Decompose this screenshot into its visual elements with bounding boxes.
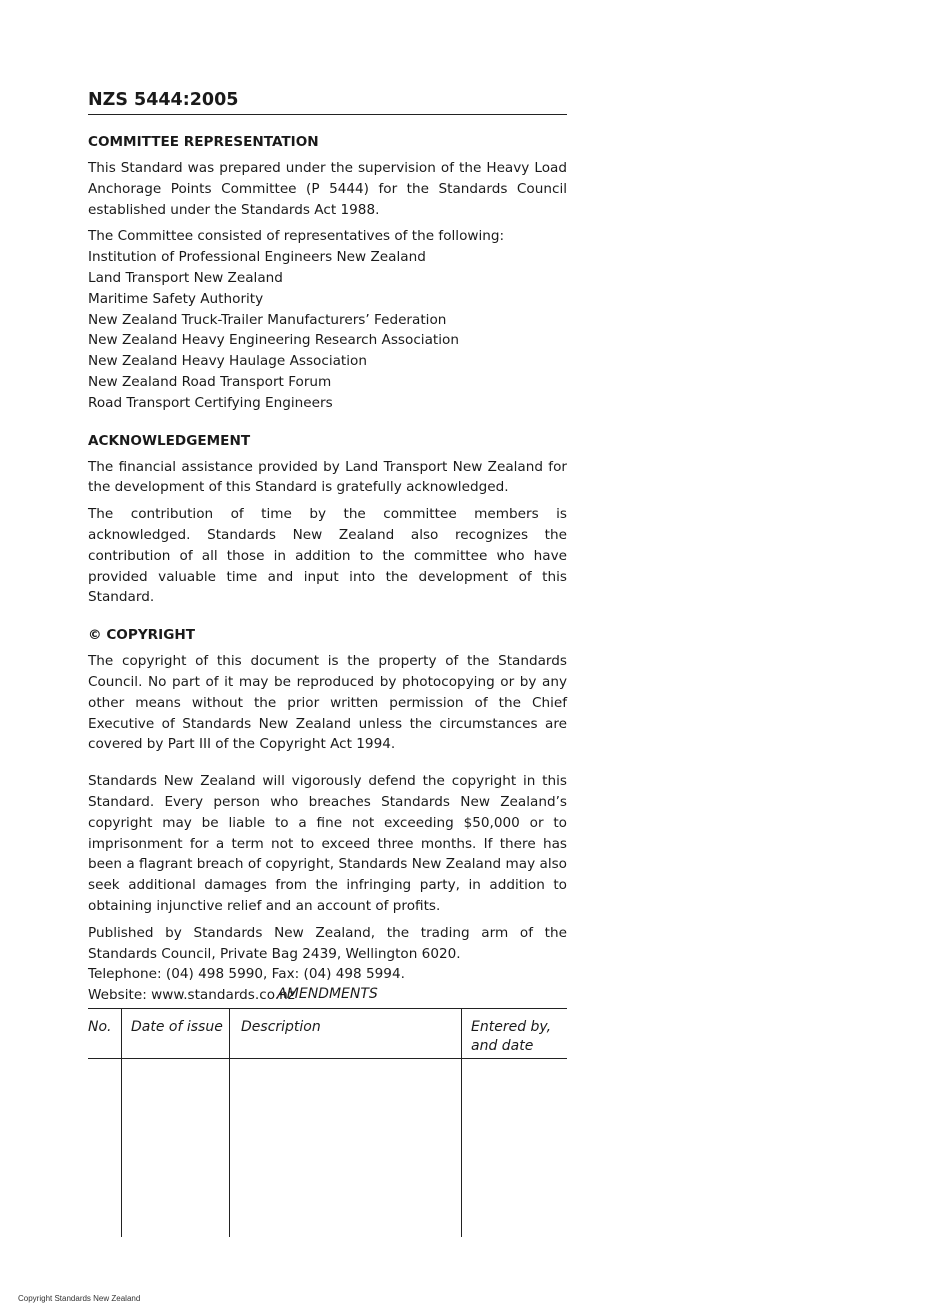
footer-copyright: Copyright Standards New Zealand <box>18 1294 141 1303</box>
table-top-rule <box>88 1008 567 1009</box>
committee-heading: COMMITTEE REPRESENTATION <box>88 134 319 150</box>
list-item: New Zealand Truck-Trailer Manufacturers’ Federation <box>88 311 447 328</box>
column-header-entered: Entered by, and date <box>471 1019 552 1054</box>
document-page <box>88 88 567 1006</box>
table-header-rule <box>88 1058 567 1059</box>
committee-intro: This Standard was prepared under the supervision of the Heavy Load Anchorage Points Committee (P 5444) for the Standards Council established under the Standards Act 1988. <box>88 160 567 218</box>
telephone-line: Telephone: (04) 498 5990, Fax: (04) 498 5994. <box>88 966 405 983</box>
copyright-paragraph: The copyright of this document is the property of the Standards Council. No part of it may be reproduced by photocopying or by any other means without the prior written permission of the Chief Executive of Standards New Zealand unless the circumstances are covered by Part III of the Copyright Act 1994. <box>88 653 567 753</box>
list-item: New Zealand Road Transport Forum <box>88 373 332 390</box>
list-item: Maritime Safety Authority <box>88 290 264 307</box>
acknowledgement-heading: ACKNOWLEDGEMENT <box>88 432 251 449</box>
list-item: New Zealand Heavy Engineering Research Association <box>88 332 459 349</box>
column-header-date: Date of issue <box>131 1019 223 1035</box>
column-divider <box>229 1008 230 1237</box>
publisher-statement: Published by Standards New Zealand, the trading arm of the Standards Council, Private Bag 2439, Wellington 6020. <box>88 924 567 962</box>
column-divider <box>121 1008 122 1237</box>
list-item: New Zealand Heavy Haulage Association <box>88 353 367 370</box>
amendments-title: AMENDMENTS <box>277 986 378 1002</box>
list-item: Land Transport New Zealand <box>88 269 283 286</box>
document-id: NZS 5444:2005 <box>88 88 567 115</box>
acknowledgement-paragraph: The financial assistance provided by Land Transport New Zealand for the development of this Standard is gratefully acknowledged. <box>88 458 567 496</box>
committee-member-list <box>88 247 567 413</box>
committee-consisted: The Committee consisted of representatives of the following: <box>88 228 505 245</box>
copyright-paragraph: Standards New Zealand will vigorously defend the copyright in this Standard. Every person who breaches Standards New Zealand’s copyright may be liable to a fine not exceeding $50,000 or to imprisonment for a term not to exceed three months. If there has been a flagrant breach of copyright, Standards New Zealand may also seek additional damages from the infringing party, in addition to obtaining injunctive relief and an account of profits. <box>88 773 567 914</box>
column-header-no: No. <box>88 1019 112 1035</box>
column-divider <box>461 1008 462 1237</box>
list-item: Institution of Professional Engineers New Zealand <box>88 249 426 266</box>
list-item: Road Transport Certifying Engineers <box>88 394 333 411</box>
acknowledgement-paragraph: The contribution of time by the committee members is acknowledged. Standards New Zealand also recognizes the contribution of all those in addition to the committee who have provided valuable time and input into the development of this Standard. <box>88 506 567 606</box>
copyright-heading: © COPYRIGHT <box>88 627 195 644</box>
website-line: Website: www.standards.co.nz <box>88 987 295 1004</box>
column-header-description: Description <box>241 1019 321 1035</box>
